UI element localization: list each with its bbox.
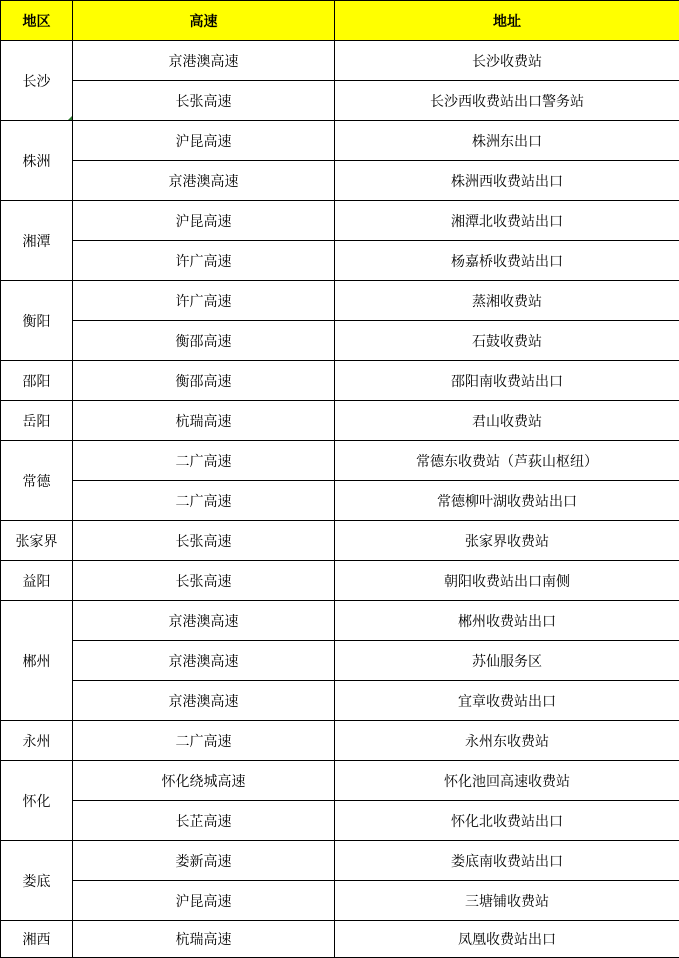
expressway-cell: 二广高速 bbox=[73, 721, 335, 761]
address-cell: 长沙西收费站出口警务站 bbox=[335, 81, 679, 121]
region-cell: 娄底 bbox=[1, 841, 73, 921]
table-row bbox=[1, 401, 679, 441]
region-cell: 永州 bbox=[1, 721, 73, 761]
table-row bbox=[1, 321, 679, 361]
address-cell: 怀化池回高速收费站 bbox=[335, 761, 679, 801]
expressway-cell: 长芷高速 bbox=[73, 801, 335, 841]
table-row bbox=[1, 281, 679, 321]
expressway-cell: 娄新高速 bbox=[73, 841, 335, 881]
region-cell: 益阳 bbox=[1, 561, 73, 601]
expressway-cell: 二广高速 bbox=[73, 481, 335, 521]
address-cell: 株洲西收费站出口 bbox=[335, 161, 679, 201]
region-cell: 郴州 bbox=[1, 601, 73, 721]
expressway-cell: 许广高速 bbox=[73, 281, 335, 321]
table-row bbox=[1, 641, 679, 681]
address-cell: 长沙收费站 bbox=[335, 41, 679, 81]
region-cell: 株洲 bbox=[1, 121, 73, 201]
table-row bbox=[1, 441, 679, 481]
table-row bbox=[1, 481, 679, 521]
address-cell: 三塘铺收费站 bbox=[335, 881, 679, 921]
address-cell: 郴州收费站出口 bbox=[335, 601, 679, 641]
region-cell: 常德 bbox=[1, 441, 73, 521]
expressway-cell: 衡邵高速 bbox=[73, 361, 335, 401]
table-row bbox=[1, 921, 679, 958]
header-region: 地区 bbox=[1, 1, 73, 41]
region-cell: 岳阳 bbox=[1, 401, 73, 441]
expressway-cell: 二广高速 bbox=[73, 441, 335, 481]
expressway-cell: 衡邵高速 bbox=[73, 321, 335, 361]
region-cell: 张家界 bbox=[1, 521, 73, 561]
address-cell: 杨嘉桥收费站出口 bbox=[335, 241, 679, 281]
table-row bbox=[1, 121, 679, 161]
table-row bbox=[1, 561, 679, 601]
address-cell: 常德柳叶湖收费站出口 bbox=[335, 481, 679, 521]
table-body bbox=[1, 41, 679, 958]
expressway-cell: 沪昆高速 bbox=[73, 201, 335, 241]
region-cell: 衡阳 bbox=[1, 281, 73, 361]
expressway-cell: 京港澳高速 bbox=[73, 681, 335, 721]
table-row bbox=[1, 41, 679, 81]
address-cell: 株洲东出口 bbox=[335, 121, 679, 161]
cell-comment-marker bbox=[68, 116, 72, 120]
address-cell: 宜章收费站出口 bbox=[335, 681, 679, 721]
expressway-cell: 长张高速 bbox=[73, 561, 335, 601]
table-row bbox=[1, 161, 679, 201]
table-row bbox=[1, 881, 679, 921]
region-cell: 邵阳 bbox=[1, 361, 73, 401]
table-row bbox=[1, 201, 679, 241]
expressway-cell: 京港澳高速 bbox=[73, 41, 335, 81]
expressway-cell: 京港澳高速 bbox=[73, 641, 335, 681]
expressway-cell: 怀化绕城高速 bbox=[73, 761, 335, 801]
table-row bbox=[1, 521, 679, 561]
address-cell: 邵阳南收费站出口 bbox=[335, 361, 679, 401]
region-cell: 怀化 bbox=[1, 761, 73, 841]
address-cell: 苏仙服务区 bbox=[335, 641, 679, 681]
address-cell: 蒸湘收费站 bbox=[335, 281, 679, 321]
expressway-cell: 杭瑞高速 bbox=[73, 401, 335, 441]
expressway-cell: 长张高速 bbox=[73, 521, 335, 561]
expressway-cell: 沪昆高速 bbox=[73, 881, 335, 921]
region-cell: 湘西 bbox=[1, 921, 73, 958]
region-cell: 长沙 bbox=[1, 41, 73, 121]
table-row bbox=[1, 361, 679, 401]
expressway-cell: 长张高速 bbox=[73, 81, 335, 121]
address-cell: 娄底南收费站出口 bbox=[335, 841, 679, 881]
expressway-cell: 许广高速 bbox=[73, 241, 335, 281]
expressway-cell: 杭瑞高速 bbox=[73, 921, 335, 958]
table-row bbox=[1, 801, 679, 841]
address-cell: 君山收费站 bbox=[335, 401, 679, 441]
address-cell: 怀化北收费站出口 bbox=[335, 801, 679, 841]
table-row bbox=[1, 681, 679, 721]
table-row bbox=[1, 841, 679, 881]
table-row bbox=[1, 81, 679, 121]
header-address: 地址 bbox=[335, 1, 679, 41]
table-row bbox=[1, 241, 679, 281]
address-cell: 石鼓收费站 bbox=[335, 321, 679, 361]
header-expressway: 高速 bbox=[73, 1, 335, 41]
table-row bbox=[1, 601, 679, 641]
header-row bbox=[1, 1, 679, 41]
address-cell: 永州东收费站 bbox=[335, 721, 679, 761]
address-cell: 朝阳收费站出口南侧 bbox=[335, 561, 679, 601]
region-cell: 湘潭 bbox=[1, 201, 73, 281]
expressway-cell: 京港澳高速 bbox=[73, 601, 335, 641]
address-cell: 湘潭北收费站出口 bbox=[335, 201, 679, 241]
expressway-cell: 沪昆高速 bbox=[73, 121, 335, 161]
table-row bbox=[1, 721, 679, 761]
table-row bbox=[1, 761, 679, 801]
expressway-cell: 京港澳高速 bbox=[73, 161, 335, 201]
address-cell: 凤凰收费站出口 bbox=[335, 921, 679, 958]
address-cell: 常德东收费站（芦荻山枢纽） bbox=[335, 441, 679, 481]
address-cell: 张家界收费站 bbox=[335, 521, 679, 561]
